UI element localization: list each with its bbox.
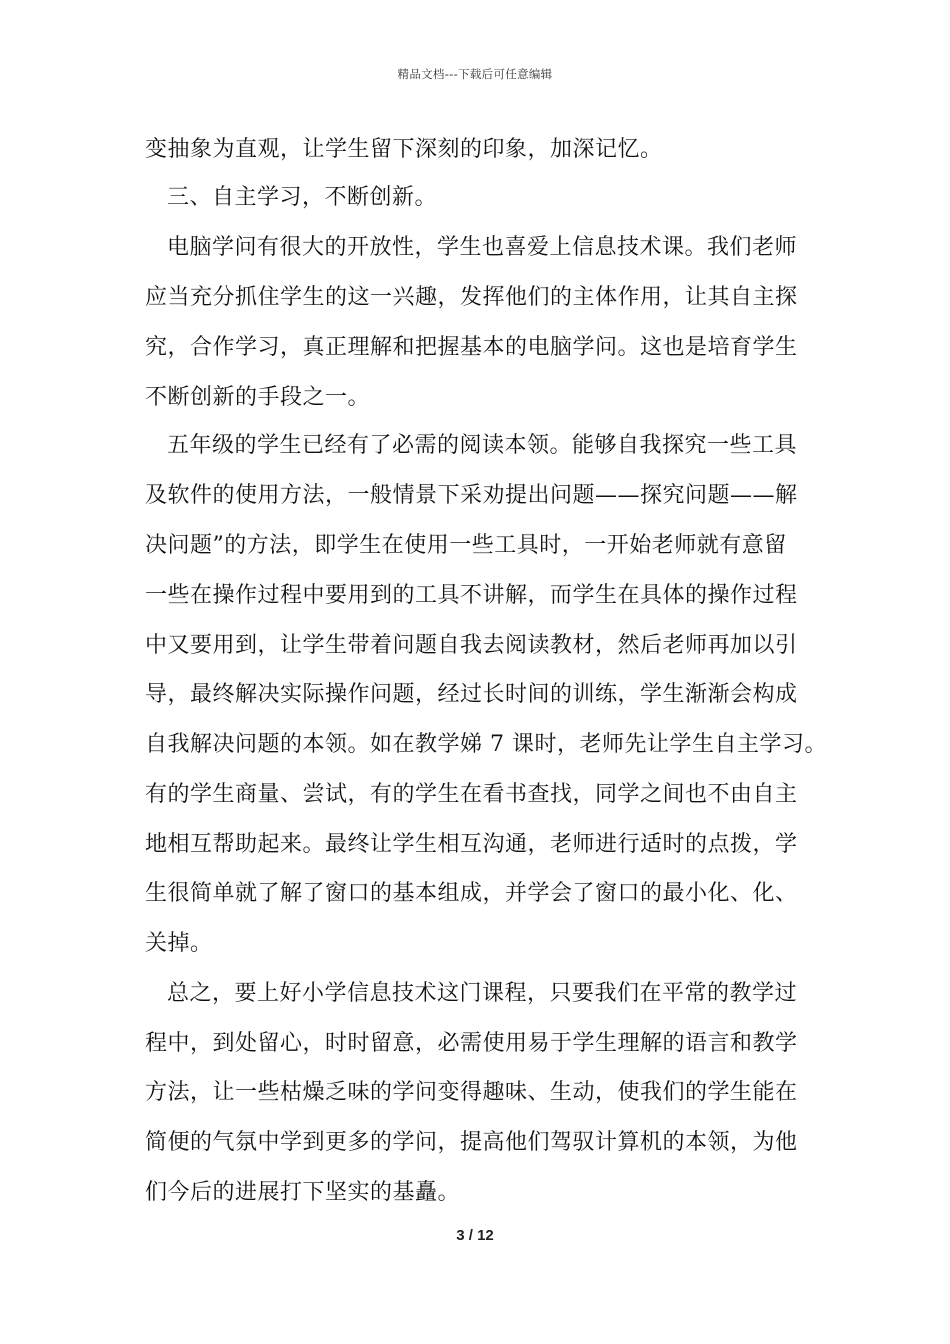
text-line: 生很简单就了解了窗口的基本组成，并学会了窗口的最小化、化、 (145, 881, 798, 906)
page-number: 3 / 12 (456, 1227, 494, 1244)
text-line: 总之，要上好小学信息技术这门课程，只要我们在平常的教学过 (167, 981, 798, 1006)
text-line: 方法，让一些枯燥乏味的学问变得趣味、生动，使我们的学生能在 (145, 1080, 798, 1105)
section-heading: 三、自主学习，不断创新。 (167, 185, 438, 210)
text-line: 有的学生商量、尝试，有的学生在看书查找，同学之间也不由自主 (145, 782, 798, 807)
text-line: 究，合作学习，真正理解和把握基本的电脑学问。这也是培育学生 (145, 335, 798, 360)
text-line: 中又要用到，让学生带着问题自我去阅读教材，然后老师再加以引 (145, 633, 798, 658)
text-line: 自我解决问题的本领。如在教学娣 7 课时，老师先让学生自主学习。 (145, 732, 827, 757)
text-line: 变抽象为直观，让学生留下深刻的印象，加深记忆。 (145, 137, 663, 162)
text-line: 及软件的使用方法，一般情景下采劝提出问题——探究问题——解 (145, 483, 798, 508)
text-line: 不断创新的手段之一。 (145, 385, 371, 410)
text-line: 简便的气氛中学到更多的学问，提高他们驾驭计算机的本领，为他 (145, 1130, 798, 1155)
text-line: 地相互帮助起来。最终让学生相互沟通，老师进行适时的点拨，学 (145, 832, 798, 857)
text-line: 导，最终解决实际操作问题，经过长时间的训练，学生渐渐会构成 (145, 682, 798, 707)
text-line: 应当充分抓住学生的这一兴趣，发挥他们的主体作用，让其自主探 (145, 285, 798, 310)
page-header: 精品文档---下载后可任意编辑 (397, 67, 553, 81)
text-line: 程中，到处留心，时时留意，必需使用易于学生理解的语言和教学 (145, 1031, 798, 1056)
text-line: 们今后的进展打下坚实的基矗。 (145, 1180, 461, 1205)
text-line: 五年级的学生已经有了必需的阅读本领。能够自我探究一些工具 (167, 433, 798, 458)
text-line: 电脑学问有很大的开放性，学生也喜爱上信息技术课。我们老师 (167, 235, 798, 260)
text-line: 一些在操作过程中要用到的工具不讲解，而学生在具体的操作过程 (145, 583, 798, 608)
text-line: 决问题”的方法，即学生在使用一些工具时，一开始老师就有意留 (145, 533, 787, 558)
text-line: 关掉。 (145, 931, 213, 956)
